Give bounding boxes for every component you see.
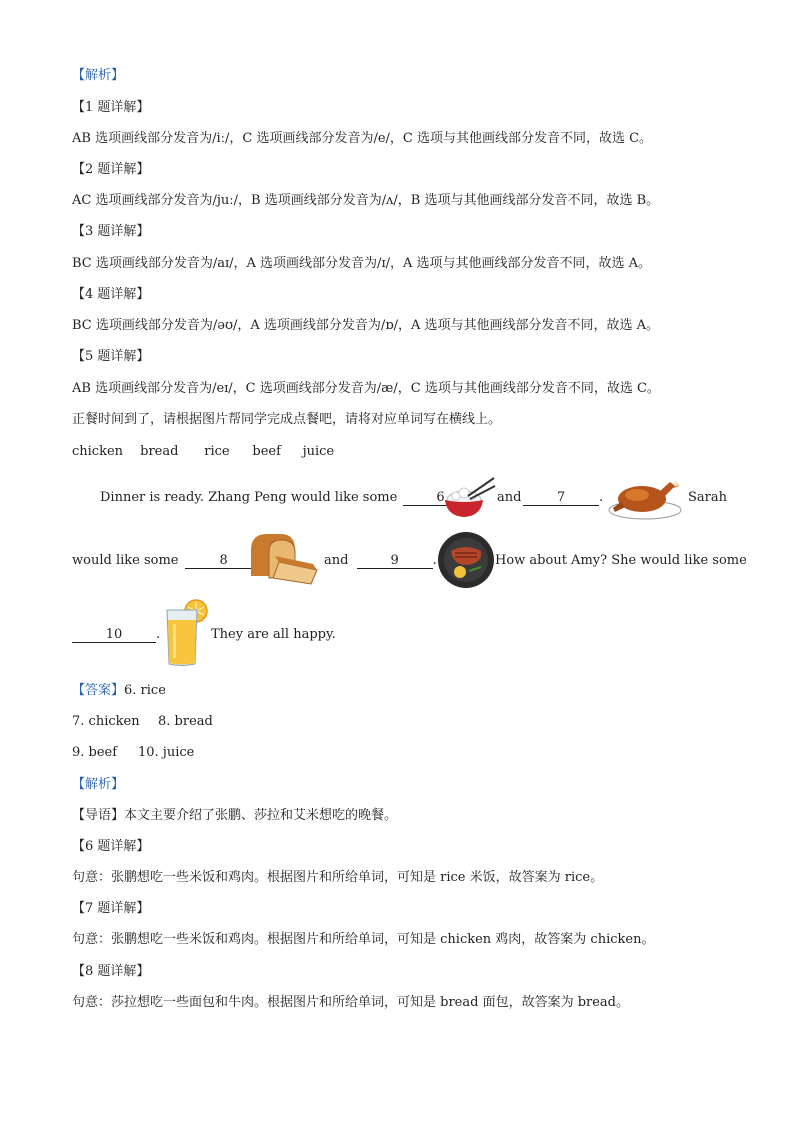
answer-label: 【答案】 [72,683,125,698]
passage-end: They are all happy. [211,627,336,642]
q4-explanation: BC 选项画线部分发音为/əʊ/，A 选项画线部分发音为/ɒ/，A 选项与其他画线部分发音不同，故选 A。 [72,318,660,333]
answer-item: 9. beef [72,745,118,760]
question-instruction: 正餐时间到了，请根据图片帮同学完成点餐吧，请将对应单词写在横线上。 [72,412,502,427]
answer-item: 10. juice [138,745,195,760]
passage-sarah: Sarah [688,490,727,505]
analysis-heading-1: 【解析】 [72,68,125,83]
period: . [432,553,437,568]
period: . [599,490,604,505]
answer-line-2 [72,714,213,730]
word-bank [72,444,334,460]
passage-line-1 [100,490,477,506]
q8-explanation: 句意：莎拉想吃一些面包和牛肉。根据图片和所给单词，可知是 bread 面包，故答案为 bread。 [72,995,630,1010]
roast-chicken-icon [607,474,683,520]
passage-line-3 [72,627,160,643]
guide-line [72,808,397,824]
guide-label: 【导语】 [72,808,125,823]
q1-heading: 【1 题详解】 [72,100,150,115]
q8-heading: 【8 题详解】 [72,964,150,979]
juice-glass-icon [163,598,211,668]
word-bank-item: juice [302,444,335,459]
q2-heading: 【2 题详解】 [72,162,150,177]
q5-heading: 【5 题详解】 [72,349,150,364]
analysis-heading-2: 【解析】 [72,777,125,792]
answer-item: 7. chicken [72,714,140,729]
answer-blank-8[interactable]: 8 [185,554,263,569]
word-bank-item: chicken [72,444,124,459]
passage-line-2 [72,553,263,569]
answer-blank-10[interactable]: 10 [72,628,156,643]
q2-explanation: AC 选项画线部分发音为/juː/，B 选项画线部分发音为/ʌ/，B 选项与其他画线部分发音不同，故选 B。 [72,193,660,208]
q7-explanation: 句意：张鹏想吃一些米饭和鸡肉。根据图片和所给单词，可知是 chicken 鸡肉，故答案为 chicken。 [72,932,655,947]
q3-explanation: BC 选项画线部分发音为/aɪ/，A 选项画线部分发音为/ɪ/，A 选项与其他画线部分发音不同，故选 A。 [72,256,652,271]
passage-how-about: How about Amy? She would like some [495,553,747,568]
word-bank-item: rice [204,444,230,459]
passage-and: and [324,553,349,568]
rice-bowl-icon [440,474,496,520]
q6-explanation: 句意：张鹏想吃一些米饭和鸡肉。根据图片和所给单词，可知是 rice 米饭，故答案为 rice。 [72,870,604,885]
answer-item: 6. rice [124,683,166,698]
q1-explanation: AB 选项画线部分发音为/iː/，C 选项画线部分发音为/e/，C 选项与其他画线部分发音不同，故选 C。 [72,131,653,146]
q6-heading: 【6 题详解】 [72,839,150,854]
q3-heading: 【3 题详解】 [72,224,150,239]
bread-loaf-icon [247,530,319,586]
answer-blank-6[interactable]: 6 [403,491,477,506]
answer-blank-7[interactable]: 7 [523,491,599,506]
answer-item: 8. bread [158,714,213,729]
q5-explanation: AB 选项画线部分发音为/eɪ/，C 选项画线部分发音为/æ/，C 选项与其他画线部分发音不同，故选 C。 [72,381,660,396]
passage-and-1: and [497,490,522,505]
answer-line-3 [72,745,194,761]
steak-plate-icon [437,531,495,589]
period: . [156,627,161,642]
passage-blank-7-wrap [523,490,603,506]
passage-and-2 [324,553,437,569]
word-bank-item: beef [252,444,281,459]
guide-text: 本文主要介绍了张鹏、莎拉和艾米想吃的晚餐。 [124,808,398,823]
passage-text: would like some [72,553,179,568]
passage-text: Dinner is ready. Zhang Peng would like some [100,490,398,505]
answer-line-1 [72,683,166,699]
answer-blank-9[interactable]: 9 [357,554,433,569]
word-bank-item: bread [140,444,179,459]
q7-heading: 【7 题详解】 [72,901,150,916]
q4-heading: 【4 题详解】 [72,287,150,302]
